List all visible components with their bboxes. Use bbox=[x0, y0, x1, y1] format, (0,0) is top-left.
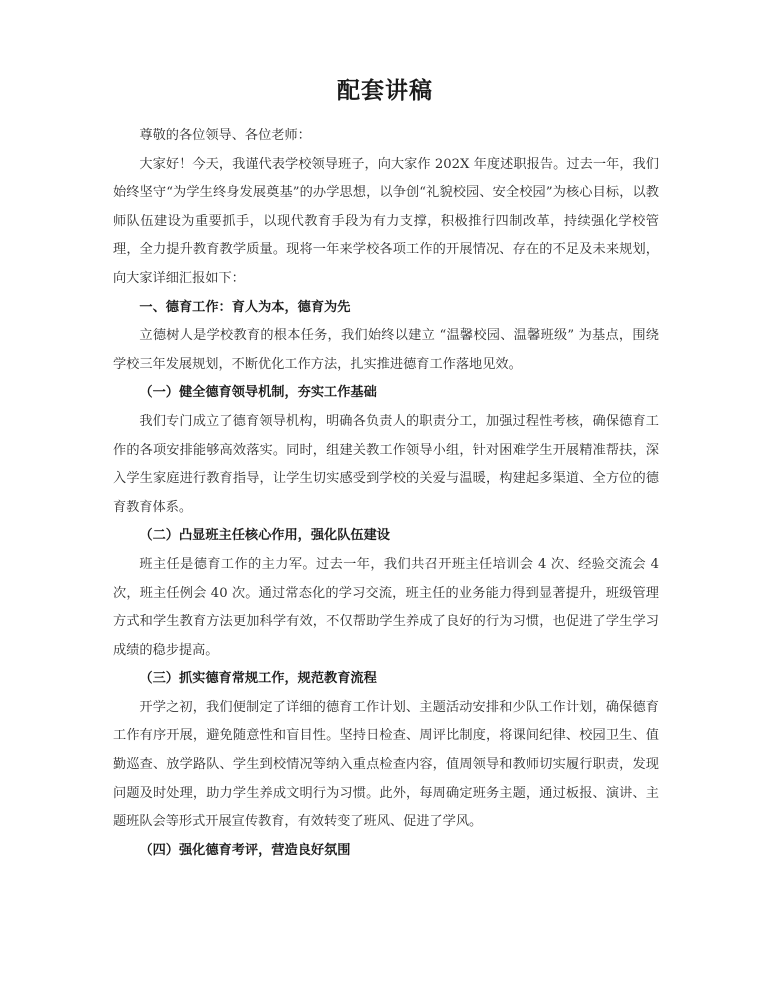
subsection-heading-1-1: （一）健全德育领导机制，夯实工作基础 bbox=[139, 385, 377, 401]
page-title: 配套讲稿 bbox=[337, 77, 433, 104]
subsection-heading-1-4: （四）强化德育考评，营造良好氛围 bbox=[139, 842, 351, 858]
subsection-1-3-paragraph: 开学之初，我们便制定了详细的德育工作计划、主题活动安排和少队工作计划，确保德育工作有序开展，避免随意性和盲目性。坚持日检查、周评比制度，将课间纪律、校园卫生、值勤巡查、放学路队、学生到校情况等纳入重点检查内容，值周领导和教师切实履行职责，发现问题及时处理，助力学生养成文明行为习惯。此外，每周确定班务主题，通过板报、演讲、主题班队会等形式开展宣传教育，有效转变了班风、促进了学风。 bbox=[113, 699, 659, 830]
subsection-heading-1-2: （二）凸显班主任核心作用，强化队伍建设 bbox=[139, 528, 390, 544]
opening-paragraph: 大家好！今天，我谨代表学校领导班子，向大家作 202X 年度述职报告。过去一年，我们始终坚守“为学生终身发展奠基”的办学思想，以争创“礼貌校园、安全校园”为核心目标，以教师队伍建设为重要抓手，以现代教育手段为有力支撑，积极推行四制改革，持续强化学校管理，全力提升教育教学质量。现将一年来学校各项工作的开展情况、存在的不足及未来规划，向大家详细汇报如下： bbox=[113, 156, 659, 286]
document-body bbox=[113, 122, 659, 865]
subsection-1-1-paragraph: 我们专门成立了德育领导机构，明确各负责人的职责分工，加强过程性考核，确保德育工作的各项安排能够高效落实。同时，组建关教工作领导小组，针对困难学生开展精准帮扶，深入学生家庭进行教育指导，让学生切实感受到学校的关爱与温暖，构建起多渠道、全方位的德育教育体系。 bbox=[113, 413, 659, 515]
salutation-paragraph: 尊敬的各位领导、各位老师： bbox=[139, 128, 311, 143]
subsection-heading-1-3: （三）抓实德育常规工作，规范教育流程 bbox=[139, 671, 377, 687]
subsection-1-2-paragraph: 班主任是德育工作的主力军。过去一年，我们共召开班主任培训会 4 次、经验交流会 4 次，班主任例会 40 次。通过常态化的学习交流，班主任的业务能力得到显著提升，班级管理方式和学生教育方法更加科学有效，不仅帮助学生养成了良好的行为习惯，也促进了学生学习成绩的稳步提高。 bbox=[113, 556, 659, 658]
section-heading-1: 一、德育工作：育人为本，德育为先 bbox=[139, 299, 351, 315]
section-1-intro-paragraph: 立德树人是学校教育的根本任务，我们始终以建立 “温馨校园、温馨班级” 为基点，围绕学校三年发展规划，不断优化工作方法，扎实推进德育工作落地见效。 bbox=[113, 328, 659, 372]
